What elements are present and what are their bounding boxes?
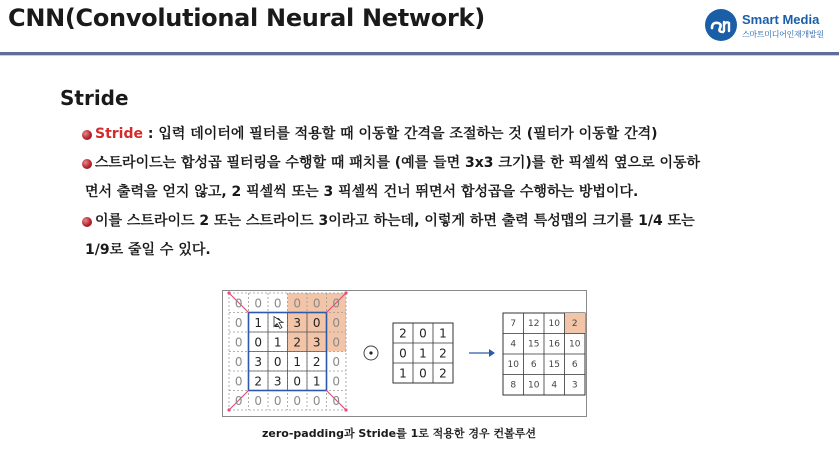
input-cell: 0 (293, 296, 302, 311)
input-cell: 2 (293, 335, 302, 350)
figure-caption: zero-padding과 Stride를 1로 적용한 경우 컨볼루션 (262, 427, 536, 440)
slide-title: CNN(Convolutional Neural Network) (8, 4, 485, 32)
output-cell: 2 (571, 318, 578, 329)
input-cell: 0 (312, 393, 321, 408)
corner-arrow-head (344, 291, 347, 294)
output-cell: 15 (548, 359, 560, 370)
input-cell: 3 (293, 315, 302, 330)
input-cell: 0 (332, 315, 341, 330)
input-cell: 0 (332, 393, 341, 408)
kernel-cell: 1 (439, 326, 447, 341)
input-cell: 0 (273, 296, 282, 311)
input-cell: 0 (254, 393, 263, 408)
bullet-dot-icon (82, 159, 92, 169)
input-cell: 0 (312, 296, 321, 311)
input-cell: 0 (234, 315, 243, 330)
convolution-figure (222, 290, 587, 417)
corner-arrow-head (227, 291, 230, 294)
bullet-dot-icon (82, 217, 92, 227)
output-cell: 4 (510, 339, 517, 350)
input-cell: 0 (273, 393, 282, 408)
stride-term: Stride (95, 126, 143, 142)
output-cell: 16 (548, 339, 560, 350)
input-cell: 0 (234, 335, 243, 350)
output-cell: 12 (528, 318, 540, 329)
kernel-cell: 0 (399, 346, 407, 361)
input-cell: 0 (293, 374, 302, 389)
kernel-cell: 0 (419, 326, 427, 341)
bullet-text: 이를 스트라이드 2 또는 스트라이드 3이라고 하는데, 이렇게 하면 출력 특성맵의 크기를 1/4 또는 (95, 213, 695, 229)
bullet-continuation: 면서 출력을 얻지 않고, 2 픽셀씩 또는 3 픽셀씩 건너 뛰면서 합성곱을 수행하는 방법이다. (85, 184, 639, 200)
input-cell: 0 (234, 354, 243, 369)
input-cell: 0 (332, 335, 341, 350)
smart-media-logo-icon (704, 8, 738, 42)
output-cell: 8 (510, 380, 517, 391)
input-cell: 0 (332, 296, 341, 311)
bullet-item (82, 207, 802, 236)
output-cell: 7 (510, 318, 517, 329)
bullet-item (82, 149, 802, 178)
input-cell: 1 (273, 335, 282, 350)
bullet-text: 스트라이드는 합성곱 필터링을 수행할 때 패치를 (예를 들면 3x3 크기)를 한 픽셀씩 옆으로 이동하 (95, 155, 701, 171)
kernel-cell: 0 (419, 366, 427, 381)
input-cell: 1 (254, 315, 263, 330)
input-cell: 0 (293, 393, 302, 408)
convolution-operator-dot (369, 351, 372, 354)
convolution-diagram (223, 291, 588, 418)
title-rule-thin (0, 55, 839, 56)
corner-arrow-head (344, 408, 347, 411)
input-cell: 0 (332, 354, 341, 369)
section-heading: Stride (60, 86, 129, 110)
output-cell: 15 (528, 339, 540, 350)
input-cell: 0 (234, 374, 243, 389)
input-cell: 1 (293, 354, 302, 369)
bullet-list (82, 120, 802, 265)
input-cell: 0 (312, 315, 321, 330)
logo-name: Smart Media (742, 12, 820, 27)
output-cell: 6 (571, 359, 578, 370)
logo-subtitle: 스마트미디어인재개발원 (742, 30, 824, 39)
input-cell: 0 (254, 296, 263, 311)
output-cell: 4 (551, 380, 558, 391)
kernel-cell: 1 (399, 366, 407, 381)
output-cell: 6 (530, 359, 537, 370)
kernel-cell: 2 (439, 366, 447, 381)
input-cell: 0 (273, 354, 282, 369)
output-cell: 10 (528, 380, 540, 391)
input-cell: 3 (312, 335, 321, 350)
input-cell: 1 (312, 374, 321, 389)
output-cell: 10 (569, 339, 581, 350)
bullet-text: : 입력 데이터에 필터를 적용할 때 이동할 간격을 조절하는 것 (필터가 이동할 간격) (143, 126, 658, 142)
kernel-cell: 2 (439, 346, 447, 361)
input-cell: 2 (254, 374, 263, 389)
input-cell: 0 (254, 335, 263, 350)
corner-arrow-head (227, 408, 230, 411)
kernel-cell: 1 (419, 346, 427, 361)
output-cell: 10 (507, 359, 519, 370)
bullet-continuation: 1/9로 줄일 수 있다. (85, 242, 211, 258)
input-cell: 0 (332, 374, 341, 389)
kernel-cell: 2 (399, 326, 407, 341)
output-cell: 10 (548, 318, 560, 329)
output-cell: 3 (571, 380, 578, 391)
logo (704, 8, 834, 44)
input-cell: 0 (234, 296, 243, 311)
input-cell: 3 (254, 354, 263, 369)
result-arrow-head (489, 349, 495, 357)
input-cell: 2 (312, 354, 321, 369)
bullet-item (82, 120, 802, 149)
input-cell: 0 (234, 393, 243, 408)
bullet-dot-icon (82, 130, 92, 140)
input-cell: 3 (273, 374, 282, 389)
